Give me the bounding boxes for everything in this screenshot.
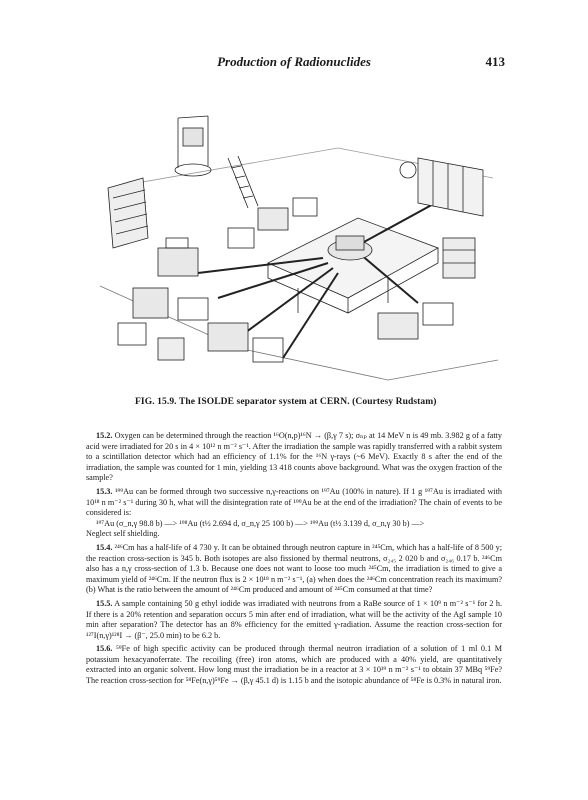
running-title: Production of Radionuclides	[217, 54, 371, 69]
problem-text: ¹⁹⁹Au can be formed through two successive n,γ-reactions on ¹⁹⁷Au (100% in nature). If 1 g ¹⁹⁷Au is irradiated with 10¹⁸ n m⁻² s⁻¹ during 30 h, what will the disintegration rate of ¹⁹⁹Au be at the end of the irradiation? The chain of events to be considered is:	[86, 486, 503, 518]
problem-number: 15.3.	[96, 486, 113, 496]
isolde-line-drawing	[88, 98, 506, 390]
problem-text: A sample containing 50 g ethyl iodide was irradiated with neutrons from a RaBe source of 1 × 10⁹ n m⁻² s⁻¹ for 2 h. If there is a 20% retention and separation occurs 5 min after end of irradiation, what will be the activity of the AgI sample 10 min after separation? The detector has an 8% efficiency for the emitted γ-radiation. Assume the reaction cross-section for ¹²⁷I(n,γ)¹²⁸I → (β⁻, 25.0 min) to be 6.2 b.	[86, 598, 502, 640]
problem-number: 15.2.	[96, 431, 113, 440]
decay-chain-equation: ¹⁹⁷Au (σ_n,γ 98.8 b) —> ¹⁹⁸Au (t½ 2.694 d, σ_n,γ 25 100 b) —> ¹⁹⁹Au (t½ 3.139 d, σ_n,γ 30 b) —>	[96, 518, 425, 528]
problem-15-5	[86, 599, 502, 641]
problem-text: ⁵⁹Fe of high specific activity can be produced through thermal neutron irradiation of a solution of 1 ml 0.1 M potassium hexacyanoferrate. The recoiling (free) iron atoms, which are produced with a 40% yield, are quantitatively extracted into an organic solvent. How long must the irradiation be in a reactor at 3 × 10¹⁹ n m⁻² s⁻¹ to obtain 37 MBq ⁵⁹Fe? The reaction cross-section for ⁵⁸Fe(n,γ)⁵⁹Fe → (β,γ 45.1 d) is 1.15 b and the isotopic abundance of ⁵⁸Fe is 0.3% in natural iron.	[86, 644, 503, 686]
problem-number: 15.4.	[96, 542, 113, 552]
problem-15-3	[86, 487, 502, 540]
problem-text: ²⁴⁶Cm has a half-life of 4 730 y. It can be obtained through neutron capture in ²⁴⁵Cm, which has a half-life of 8 500 y; the reaction cross-section is 345 b. Both isotopes are also fissioned by thermal neutrons, σ₂₄₅ 2 020 b and σ₂₄₆ 0.17 b. ²⁴⁶Cm also has a n,γ cross-section of 1.3 b. Because one does not want to loose too much ²⁴⁵Cm, the irradiation is timed to give a maximum yield of ²⁴⁶Cm. If the neutron flux is 2 × 10¹⁸ n m⁻² s⁻¹, (a) when does the ²⁴⁶Cm concentration reach its maximum? (b) What is the ratio between the amount of ²⁴⁶Cm produced and amount of ²⁴⁵Cm consumed at that time?	[86, 542, 502, 595]
problem-number: 15.5.	[96, 598, 113, 608]
problem-note: Neglect self shielding.	[86, 529, 160, 539]
problem-number: 15.6.	[96, 644, 113, 654]
problem-15-6	[86, 644, 502, 686]
figure-caption: FIG. 15.9. The ISOLDE separator system at CERN. (Courtesy Rudstam)	[135, 397, 437, 407]
problem-list	[86, 431, 502, 690]
problem-15-2	[86, 431, 502, 484]
page-header	[0, 54, 588, 74]
problem-15-4	[86, 543, 502, 596]
figure-isolde-drawing	[88, 98, 506, 390]
problem-text: Oxygen can be determined through the reaction ¹⁶O(n,p)¹⁶N → (β,γ 7 s); σₙₚ at 14 MeV n is 49 mb. 3.982 g of a fatty acid were irradiated for 20 s in 4 × 10¹² n m⁻² s⁻¹. After the irradiation the sample was rapidly transferred with a rabbit system to a scintillation detector which had an efficiency of 1.1% for the ¹⁶N γ-rays (~6 MeV). Exactly 8 s after the end of the irradiation, the sample was counted for 1 min, yielding 13 418 counts above background. What was the oxygen fraction of the sample?	[86, 431, 502, 483]
page-number: 413	[485, 54, 505, 69]
